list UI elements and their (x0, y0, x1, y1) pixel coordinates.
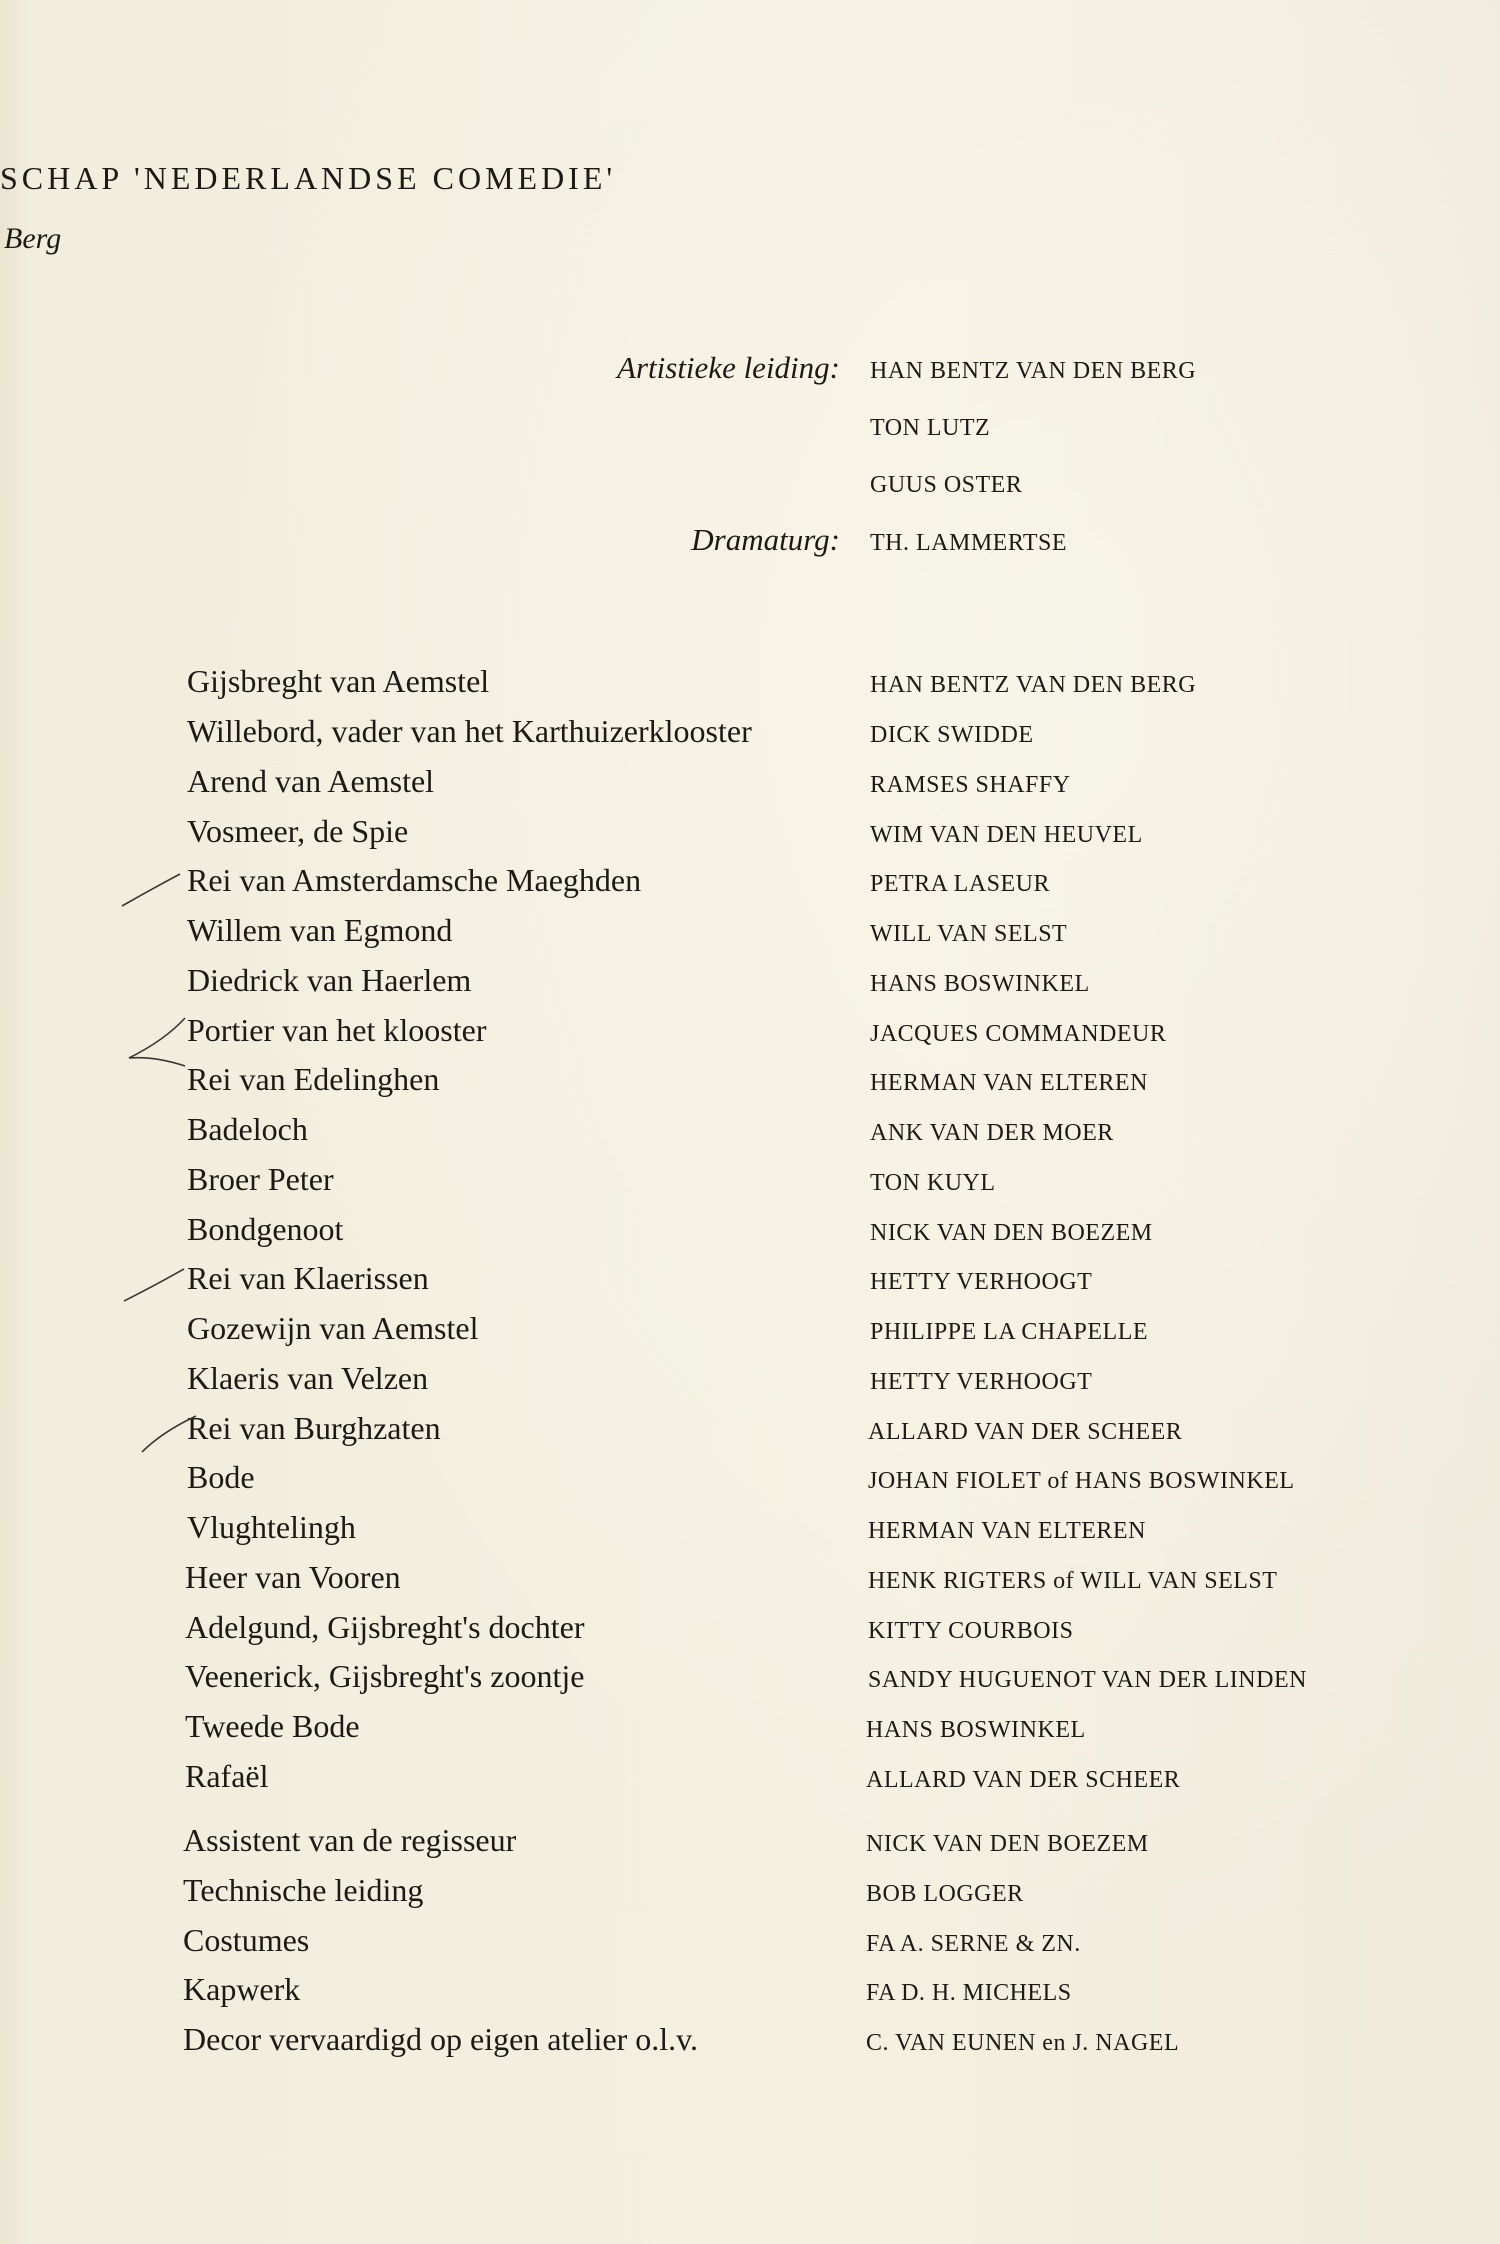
crew-role: Assistent van de regisseur (183, 1822, 517, 1858)
cast-role: Gozewijn van Aemstel (187, 1310, 479, 1346)
cast-actor: HETTY VERHOOGT (870, 1269, 1093, 1295)
cast-role: Rei van Burghzaten (187, 1410, 441, 1446)
cast-role: Tweede Bode (185, 1708, 360, 1744)
cast-actor: HETTY VERHOOGT (870, 1369, 1093, 1395)
cast-actor: HANS BOSWINKEL (866, 1717, 1086, 1743)
company-subline: Berg (4, 222, 62, 255)
cast-actor: JOHAN FIOLET of HANS BOSWINKEL (868, 1468, 1295, 1494)
cast-role: Vlughtelingh (187, 1509, 356, 1545)
cast-role: Portier van het klooster (187, 1012, 487, 1048)
crew-name: FA A. SERNE & ZN. (866, 1931, 1081, 1957)
cast-role: Bode (187, 1459, 255, 1495)
staff-name: TON LUTZ (870, 415, 991, 441)
cast-actor: JACQUES COMMANDEUR (870, 1021, 1167, 1047)
staff-name: TH. LAMMERTSE (870, 530, 1068, 556)
cast-actor: PHILIPPE LA CHAPELLE (870, 1319, 1149, 1345)
cast-actor: WIM VAN DEN HEUVEL (870, 822, 1143, 848)
cast-actor: ALLARD VAN DER SCHEER (866, 1767, 1181, 1793)
cast-actor: RAMSES SHAFFY (870, 772, 1071, 798)
cast-role: Veenerick, Gijsbreght's zoontje (185, 1658, 585, 1694)
cast-actor: ANK VAN DER MOER (870, 1120, 1114, 1146)
cast-actor: HERMAN VAN ELTEREN (868, 1518, 1146, 1544)
cast-actor: DICK SWIDDE (870, 722, 1034, 748)
crew-role: Technische leiding (183, 1872, 424, 1908)
cast-role: Rei van Klaerissen (187, 1260, 429, 1296)
pencil-bracket-icon (125, 1012, 195, 1082)
crew-role: Costumes (183, 1922, 310, 1958)
crew-name: C. VAN EUNEN en J. NAGEL (866, 2030, 1180, 2056)
staff-label-dramaturg: Dramaturg: (691, 522, 840, 557)
cast-role: Gijsbreght van Aemstel (187, 663, 490, 699)
crew-name: FA D. H. MICHELS (866, 1980, 1072, 2006)
cast-role: Heer van Vooren (185, 1559, 401, 1595)
cast-actor: HANS BOSWINKEL (870, 971, 1090, 997)
crew-name: BOB LOGGER (866, 1881, 1024, 1907)
cast-role: Diedrick van Haerlem (187, 962, 472, 998)
staff-name: HAN BENTZ VAN DEN BERG (870, 358, 1197, 384)
crew-role: Kapwerk (183, 1971, 301, 2007)
crew-role: Decor vervaardigd op eigen atelier o.l.v. (183, 2021, 699, 2057)
cast-actor: HAN BENTZ VAN DEN BERG (870, 672, 1197, 698)
cast-role: Vosmeer, de Spie (187, 813, 409, 849)
cast-actor: KITTY COURBOIS (868, 1618, 1074, 1644)
cast-actor: NICK VAN DEN BOEZEM (870, 1220, 1153, 1246)
cast-role: Klaeris van Velzen (187, 1360, 429, 1396)
cast-role: Broer Peter (187, 1161, 334, 1197)
pencil-tick-icon (120, 870, 190, 910)
cast-role: Badeloch (187, 1111, 308, 1147)
crew-name: NICK VAN DEN BOEZEM (866, 1831, 1149, 1857)
staff-name: GUUS OSTER (870, 472, 1023, 498)
cast-actor: HERMAN VAN ELTEREN (870, 1070, 1148, 1096)
cast-actor: PETRA LASEUR (870, 871, 1051, 897)
cast-role: Rafaël (185, 1758, 269, 1794)
cast-role: Willem van Egmond (187, 912, 453, 948)
cast-actor: WILL VAN SELST (870, 921, 1068, 947)
cast-actor: HENK RIGTERS of WILL VAN SELST (868, 1568, 1278, 1594)
cast-role: Willebord, vader van het Karthuizerklooster (187, 713, 752, 749)
staff-label-artistic: Artistieke leiding: (617, 350, 840, 385)
cast-actor: TON KUYL (870, 1170, 996, 1196)
cast-role: Adelgund, Gijsbreght's dochter (185, 1609, 585, 1645)
cast-role: Rei van Amsterdamsche Maeghden (187, 862, 642, 898)
cast-role: Rei van Edelinghen (187, 1061, 440, 1097)
pencil-tick-icon (122, 1265, 192, 1305)
cast-actor: ALLARD VAN DER SCHEER (868, 1419, 1183, 1445)
company-heading: SCHAP 'NEDERLANDSE COMEDIE' (0, 160, 617, 196)
cast-actor: SANDY HUGUENOT VAN DER LINDEN (868, 1667, 1307, 1693)
cast-role: Arend van Aemstel (187, 763, 435, 799)
cast-role: Bondgenoot (187, 1211, 344, 1247)
